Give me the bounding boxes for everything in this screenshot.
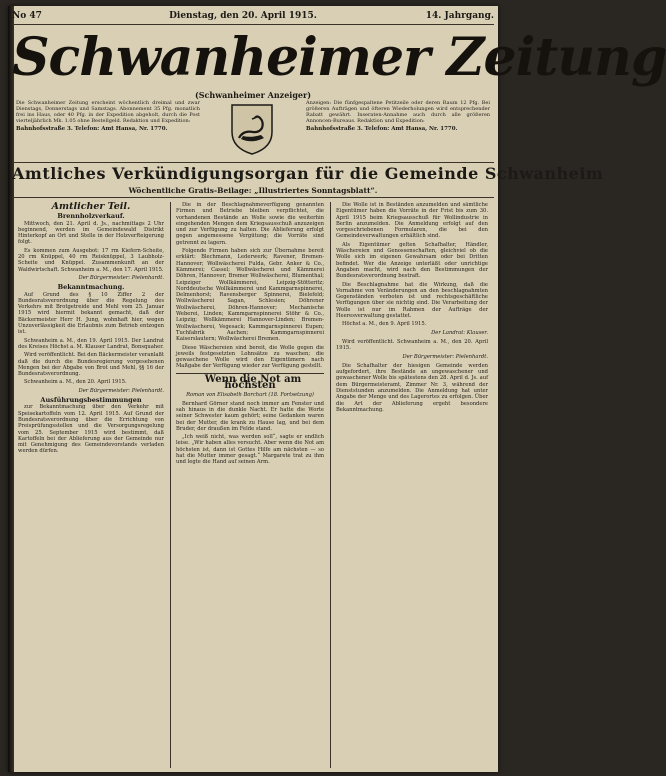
newspaper-title: Schwanheimer Zeitung xyxy=(12,27,666,88)
binding-edge xyxy=(8,6,14,772)
column-official-notices xyxy=(18,202,164,768)
divider xyxy=(12,24,494,25)
notice-title: Ausführungsbestimmungen xyxy=(40,396,142,405)
newspaper-page xyxy=(8,6,666,772)
notice-text: Schwanheim a. M., den 19. April 1915. Der Landrat des Kreises Höchst a. M. Klauser Landrat, Bonsquaher. xyxy=(18,337,164,350)
swan-crest-icon xyxy=(229,102,275,156)
notice-text: Wird veröffentlicht. Bei den Bäckermeister veranlaßt daß die durch die Bundesregierung vorgesehenen Mengen bei der Abgabe von Brot und Mehl, §§ 16 der Bundesratsverordnung. xyxy=(18,352,164,378)
advertising-info xyxy=(306,100,490,162)
newspaper-subtitle: (Schwanheimer Anzeiger) xyxy=(194,90,311,100)
notice-text: Schwanheim a. M., den 20. April 1915. xyxy=(24,379,127,386)
advertising-address: Bahnhofsstraße 3. Telefon: Amt Hansa, Nr. 1770. xyxy=(306,126,458,132)
notice-text: Wird veröffentlicht. Schwanheim a. M., den 20. April 1915. xyxy=(336,338,488,352)
serial-headline: Wenn die Not am höchsten xyxy=(204,373,302,392)
column-registration-notice xyxy=(336,202,488,768)
issue-date: Dienstag, den 20. April 1915. xyxy=(169,11,317,21)
serial-byline: Roman von Elisabeth Borchart (18. Fortsetzung) xyxy=(186,392,314,399)
notice-text: Die Wolle ist in Beständen anzumelden und sämtliche Eigentümer haben die Vorräte in der Frist bis zum 30. April 1915 beim Kriegsausschuß für Wollindustrie in Berlin anzumelden. Die Anmeldung erfolgt auf den vorgeschriebenen Formularen, die bei den Gemeindeverwaltungen erhältlich sind. xyxy=(336,202,488,240)
notice-text: Die Beschlagnahme hat die Wirkung, daß die Vornahme von Veränderungen an den beschlagnahmten Gegenständen verboten ist und rechtsgeschäftliche Verfügungen über sie nichtig sind. Die Verarbeitung der Wolle ist nur im Rahmen der Aufträge der Heeresverwaltung gestattet. xyxy=(336,281,488,320)
divider xyxy=(176,373,324,374)
advertising-text: Anzeigen: Die fünfgespaltene Petitzeile oder deren Raum 12 Pfg. Bei größeren Aufträgen und öfteren Wiederholungen wird entsprechender Rabatt gewährt. Inseraten-Annahme auch durch alle größeren Annoncen-Bureaus. Redaktion und Expedition: xyxy=(306,100,490,124)
article-text: Folgende Firmen haben sich zur Übernahme bereit erklärt: Blechmann, Lederwerk; Ravener, Bremen-Hannover; Wollwäscherei Fulda, Gebr. Anker & Co., Kämmerei; Cassel; Wollwäscherei und Kämmerei Döhren, Hannover; Bremer Wollwäscherei, Blumenthal; Leipziger Wollkämmerei, Leipzig-Stötteritz; Norddeutsche Wollkämmerei und Kammgarnspinnerei, Delmenhorst; Ravensberger Spinnerei, Bielefeld; Wollwäscherei Sagan, Schlesien; Döhrener Wollwäscherei, Döhren-Hannover; Mechanische Weberei, Linden; Kammgarnspinnerei Stöhr & Co., Leipzig; Wollkämmerei Hannover-Linden; Bremen-Wollwäscherei, Vegesack; Kammgarnspinnerei Eupen; Tuchfabrik Aachen; Kammgarnspinnerei Kaiserslautern; Wollwäscherei Bremen. xyxy=(176,248,324,343)
story-text: Bernhard Görner stand noch immer am Fenster und sah hinaus in die dunkle Nacht. Er hatte die Worte seiner Schwester kaum gehört; seine Gedanken waren bei der Mutter, die krank zu Hause lag, und bei dem Bruder, der draußen im Felde stand. xyxy=(176,400,324,432)
signature: Der Landrat: Klauser. xyxy=(431,329,488,336)
section-heading: Amtlicher Teil. xyxy=(51,201,131,212)
dateline xyxy=(12,9,494,23)
divider xyxy=(12,197,494,198)
notice-text: zur Bekanntmachung über den Verkehr mit Speisekartoffeln vom 12. April 1915. Auf Grund der Bundesratsverordnung über die Errichtung von Preisprüfungsstellen und die Versorgungsregelung vom 25. September 1915 wird bestimmt, daß Kartoffeln bei der Ablieferung aus der Gemeinde nur mit Genehmigung des Gemeindevorstands verladen werden dürfen. xyxy=(18,404,164,455)
supplement-note: Wöchentliche Gratis-Beilage: „Illustriertes Sonntagsblatt“. xyxy=(128,186,378,195)
notice-text: Die Schafhalter der hiesigen Gemeinde werden aufgefordert, ihre Bestände an ungewaschener und gewaschener Wolle bis spätestens den 28. April d. Js. auf dem Bürgermeisteramt, Zimmer Nr. 3, während der Dienststunden anzumelden. Die Anmeldung hat unter Angabe der Menge und des Lagerortes zu erfolgen. Über die Art der Ablieferung ergeht besondere Bekanntmachung. xyxy=(336,362,488,413)
notice-title: Bekanntmachung. xyxy=(57,283,125,292)
divider xyxy=(12,162,494,163)
subscription-info xyxy=(16,100,200,162)
column-wool-notice xyxy=(176,202,324,768)
notice-text: Mittwoch, den 21. April d. Js., nachmittags 2 Uhr beginnend, werden im Gemeindewald Distrikt Hinterkopf an Ort und Stelle in der Holzverfteigerung folgt. xyxy=(18,220,164,246)
notice-text: Höchst a. M., den 9. April 1915. xyxy=(342,321,427,328)
issue-number: No 47 xyxy=(12,11,42,21)
volume-number: 14. Jahrgang. xyxy=(425,11,494,21)
signature: Der Bürgermeister: Pielenhardt. xyxy=(78,274,164,281)
notice-text: Auf Grund des § 10 Ziffer 2 der Bundesratsverordnung über die Regelung des Verkehrs mit Brotgetreide und Mehl vom 25. Januar 1915 wird hiermit bekannt gemacht, daß der Bäckermeister Herr H. Jung, wohnhaft hier, wegen Unzuverlässigkeit die Erlaubnis zum Betrieb entzogen ist. xyxy=(18,291,164,336)
article-text: Diese Wäschereien sind bereit, die Wolle gegen die jeweils festgesetzten Lohnsätze zu waschen; die gewaschene Wolle wird den Eigentümern nach Maßgabe der Verfügung wieder zur Verfügung gestellt. xyxy=(176,344,324,370)
subscription-address: Bahnhofsstraße 3. Telefon: Amt Hansa, Nr. 1770. xyxy=(16,126,168,132)
column-divider xyxy=(170,202,171,768)
story-text: „Ich weiß nicht, was werden soll“, sagte er endlich leise. „Wir haben alles versucht. Aber wenn die Not am höchsten ist, dann ist Gottes Hilfe am nächsten — so hat die Mutter immer gesagt.“ Margarete trat zu ihm und legte die Hand auf seinen Arm. xyxy=(176,434,324,466)
notice-title: Brennholzverkauf. xyxy=(57,212,125,221)
notice-text: Als Eigentümer gelten Schafhalter, Händler, Wäschereien und Genossenschaften, gleichviel ob die Wolle sich im eigenen Gewahrsam oder bei Dritten befindet. Wer die Anzeige unterläßt oder unrichtige Angaben macht, wird nach den Bestimmungen der Bundesratsverordnung bestraft. xyxy=(336,241,488,280)
column-divider xyxy=(330,202,331,768)
signature: Der Bürgermeister: Pielenhardt. xyxy=(78,387,164,394)
signature: Der Bürgermeister: Pielenhardt. xyxy=(402,353,488,360)
official-organ-banner: Amtliches Verkündigungsorgan für die Gemeinde Schwanheim xyxy=(12,164,604,183)
subscription-text: Die Schwanheimer Zeitung erscheint wöchentlich dreimal und zwar Dienstags, Donnerstags und Samstags. Abonnement 35 Pfg. monatlich frei ins Haus, oder 40 Pfg. in der Expedition abgeholt, durch die Post vierteljährlich Mk. 1.05 ohne Bestellgeld. Redaktion und Expedition: xyxy=(16,100,200,124)
article-text: Die in der Beschlagnahmeverfügung genannten Firmen und Betriebe bleiben verpflichtet, die vorhandenen Bestände an Wolle sowie die weiterhin eingehenden Mengen dem Kriegsausschuß anzuzeigen und zur Verfügung zu halten. Die Ablieferung erfolgt gegen angemessene Vergütung; die Vorräte sind getrennt zu lagern. xyxy=(176,202,324,246)
notice-text: Es kommen zum Ausgebot: 17 rm Kiefern-Scheite, 20 rm Knüppel, 40 rm Reisknüppel, 3 Laubholz-Scheite und Knüppel. Zusammenkunft an der Waldwirtschaft. Schwanheim a. M., den 17. April 1915. xyxy=(18,247,164,273)
